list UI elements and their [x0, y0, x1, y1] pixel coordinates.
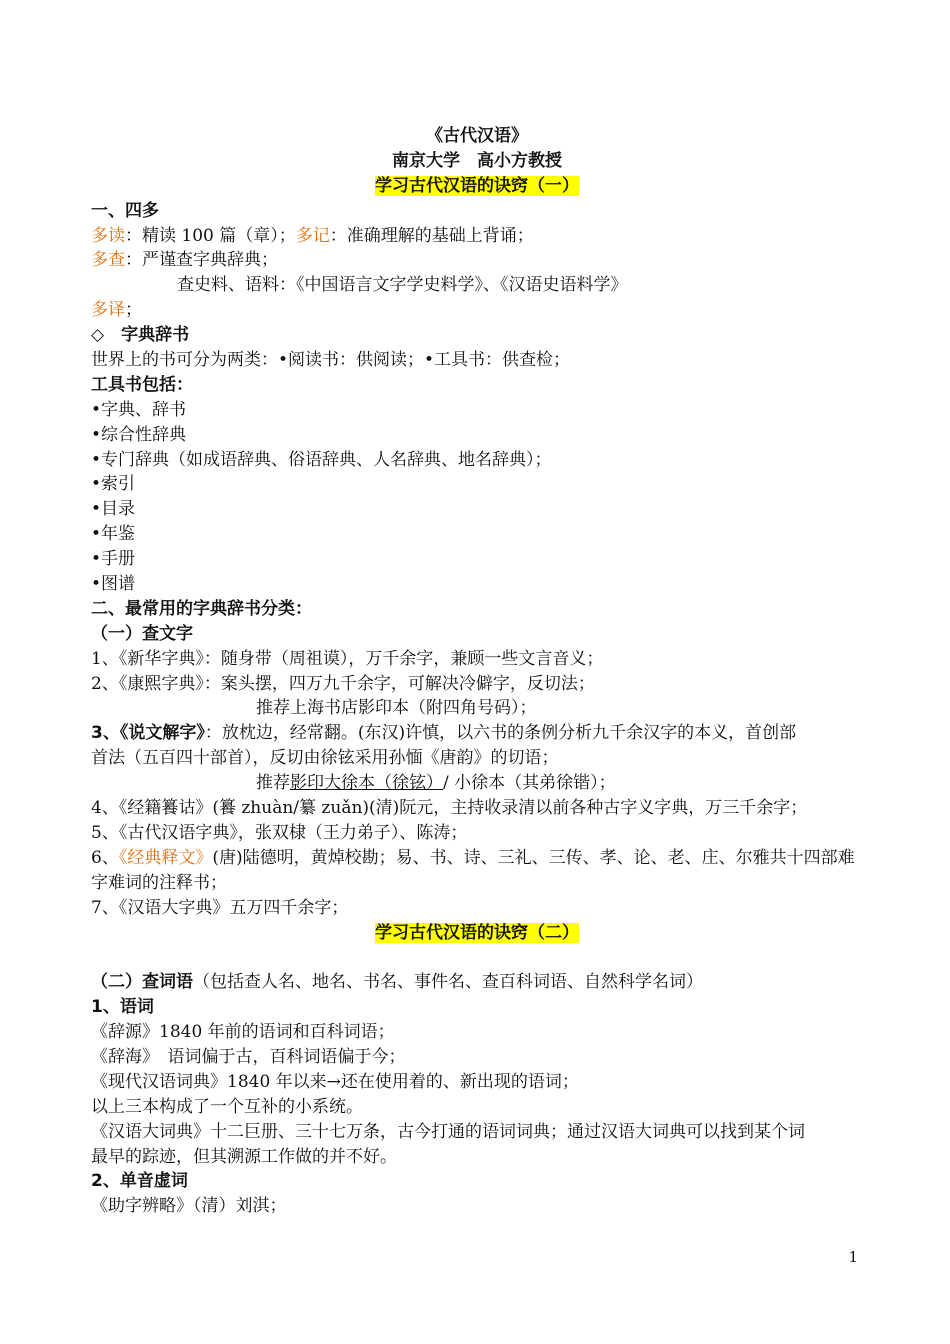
list-item: •专门辞典（如成语辞典、俗语辞典、人名辞典、地名辞典）； [91, 449, 552, 470]
section-1-highlight: 学习古代汉语的诀窍（一） [375, 175, 579, 196]
four-more-line-1 [91, 224, 863, 249]
entry-3-rec-label: 推荐 [256, 773, 290, 794]
subheading-words-title: （二）查词语 [91, 972, 193, 993]
word-entry-3: 《现代汉语词典》1840 年以来→还在使用着的、新出现的语词； [91, 1071, 579, 1092]
section-2-highlight: 学习古代汉语的诀窍（二） [375, 922, 579, 943]
four-more-line-4 [91, 298, 863, 323]
word-entry-1: 《辞源》1840 年前的语词和百科词语； [91, 1022, 395, 1043]
section-1-title [91, 174, 863, 199]
entry-5: 5、《古代汉语字典》，张双棣（王力弟子）、陈涛； [91, 822, 468, 843]
entry-3-cont: 首法（五百四十部首），反切由徐铉采用孙愐《唐韵》的切语； [91, 748, 559, 769]
heading-four-more: 一、四多 [91, 200, 159, 221]
entry-2: 2、《康熙字典》：案头摆，四万九千余字，可解决冷僻字，反切法； [91, 673, 595, 694]
list-item: •图谱 [91, 574, 136, 595]
subheading-words-text: （包括查人名、地名、书名、事件名、查百科词语、自然科学名词） [193, 972, 703, 993]
entry-6 [91, 846, 863, 871]
list-item: •字典、辞书 [91, 399, 187, 420]
books-intro: 世界上的书可分为两类：•阅读书：供阅读；•工具书：供查检； [91, 350, 571, 371]
doc-author: 南京大学 高小方教授 [392, 150, 562, 171]
word-entry-2: 《辞海》 语词偏于古，百科词语偏于今； [91, 1046, 406, 1067]
entry-3-title: 3、《说文解字》 [91, 723, 205, 744]
list-item: •目录 [91, 499, 136, 520]
function-word-entry-1: 《助字辨略》（清）刘淇； [91, 1196, 287, 1217]
list-item: •年鉴 [91, 524, 136, 545]
heading-classification: 二、最常用的字典辞书分类： [91, 598, 312, 619]
keyword-check: 多查 [91, 250, 125, 271]
list-item: •索引 [91, 474, 136, 495]
four-more-line-2 [91, 248, 863, 273]
entry-6-num: 6、 [91, 847, 119, 868]
keyword-memorize: 多记 [295, 225, 330, 246]
word-entry-5-cont: 最早的踪迹，但其溯源工作做的并不好。 [91, 1146, 397, 1167]
entry-1: 1、《新华字典》：随身带（周祖谟），万千余字，兼顾一些文言音义； [91, 648, 604, 669]
doc-title: 《古代汉语》 [426, 126, 528, 146]
heading-dictionaries: ◇ 字典辞书 [91, 325, 190, 346]
heading-lexicon: 1、语词 [91, 997, 154, 1018]
page-content [91, 124, 863, 1219]
page-number: 1 [848, 1248, 858, 1266]
text-memorize: ：准确理解的基础上背诵； [329, 225, 534, 246]
list-item: •综合性辞典 [91, 424, 187, 445]
text-read: ：精读 100 篇（章）； [125, 225, 296, 246]
entry-3-rec-rest: / 小徐本（其弟徐锴）； [443, 773, 616, 794]
entry-6-text: (唐)陆德明，黄焯校勘；易、书、诗、三礼、三传、孝、论、老、庄、尔雅共十四部难 [212, 847, 855, 868]
section-2-title [91, 921, 863, 946]
tools-heading: 工具书包括： [91, 374, 193, 395]
entry-6-title: 《经典释文》 [118, 847, 213, 868]
entry-3 [91, 721, 863, 746]
entry-3-rec-underlined: 影印大徐本（徐铉） [290, 773, 443, 794]
word-entry-5: 《汉语大词典》十二巨册、三十七万条，古今打通的语词词典；通过汉语大词典可以找到某个词 [91, 1121, 805, 1142]
entry-7: 7、《汉语大字典》五万四千余字； [91, 897, 349, 918]
word-entry-4: 以上三本构成了一个互补的小系统。 [91, 1096, 363, 1117]
blank-line [91, 945, 863, 970]
heading-function-words: 2、单音虚词 [91, 1171, 188, 1192]
entry-3-recommend [91, 771, 863, 796]
text-check: ：严谨查字典辞典； [125, 250, 278, 271]
entry-3-text: ：放枕边，经常翻。(东汉)许慎，以六书的条例分析九千余汉字的本义，首创部 [204, 723, 797, 744]
list-item: •手册 [91, 549, 136, 570]
four-more-line-3: 查史料、语料：《中国语言文字学史料学》、《汉语史语料学》 [177, 275, 628, 296]
keyword-read: 多读 [91, 225, 125, 246]
text-translate: ； [125, 300, 142, 321]
entry-4: 4、《经籍籑诂》(籑 zhuàn/纂 zuǎn)(清)阮元，主持收录清以前各种古字义字典，万三千余字； [91, 798, 808, 819]
subheading-characters: （一）查文字 [91, 623, 193, 644]
entry-6-cont: 字难词的注释书； [91, 872, 227, 893]
entry-2-recommend: 推荐上海书店影印本（附四角号码）； [256, 698, 537, 719]
keyword-translate: 多译 [91, 300, 125, 321]
subheading-words [91, 970, 863, 995]
